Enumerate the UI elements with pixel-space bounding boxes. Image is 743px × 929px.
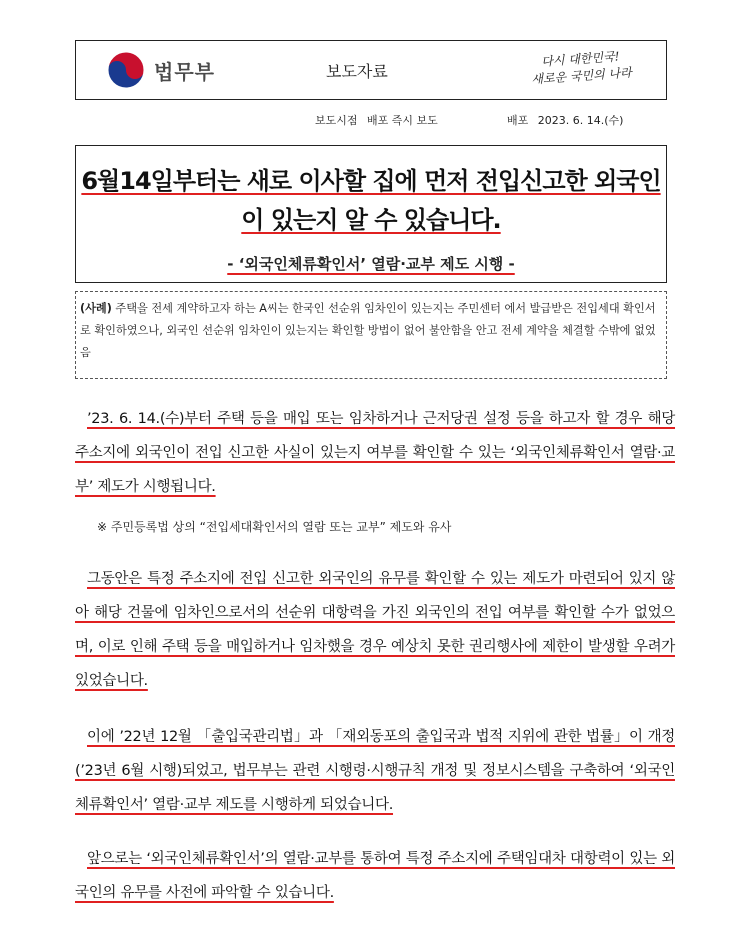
- header-box: [75, 40, 667, 100]
- subtitle-text: - ‘외국인체류확인서’ 열람·교부 제도 시행 -: [227, 255, 515, 273]
- body-paragraph-3: [75, 720, 675, 822]
- body-paragraph-2-text: 그동안은 특정 주소지에 전입 신고한 외국인의 유무를 확인할 수 있는 제도가 마련되어 있지 않아 해당 건물에 임차인으로서의 선순위 대항력을 가진 외국인의 전입 여부를 확인할 수가 없었으며, 이로 인해 주택 등을 매입하거나 임차했을 경우 예상치 못한 권리행사에 제한이 발생할 우려가 있었습니다.: [75, 571, 675, 689]
- title-line1-text: 6월14일부터는 새로 이사할 집에 먼저 전입신고한 외국인: [81, 167, 661, 195]
- body-paragraph-1: [75, 402, 675, 504]
- body-paragraph-4-text: 앞으로는 ‘외국인체류확인서’의 열람·교부를 통하여 특정 주소지에 주택임대차 대항력이 있는 외국인의 유무를 사전에 파악할 수 있습니다.: [75, 851, 675, 901]
- release-date-label: 배포: [507, 114, 529, 127]
- case-example-box: [75, 291, 667, 379]
- release-date: [507, 112, 629, 128]
- subtitle: [76, 253, 666, 274]
- title-line2: [76, 200, 666, 235]
- release-date-value: 2023. 6. 14.(수): [537, 114, 624, 127]
- slogan-line1: 다시 대한민국!: [540, 49, 620, 69]
- slogan-line2: 새로운 국민의 나라: [531, 65, 633, 87]
- release-time-label: 보도시점: [315, 114, 358, 127]
- body-paragraph-1-text: ’23. 6. 14.(수)부터 주택 등을 매입 또는 임차하거나 근저당권 설정 등을 하고자 할 경우 해당 주소지에 외국인이 전입 신고한 사실이 있는지 여부를 확인할 수 있는 ‘외국인체류확인서 열람·교부’ 제도가 시행됩니다.: [75, 411, 675, 495]
- case-label: (사례): [80, 302, 112, 315]
- release-time-value: 배포 즉시 보도: [367, 114, 438, 127]
- slogan: [510, 46, 652, 90]
- reference-note: ※ 주민등록법 상의 “전입세대확인서의 열람 또는 교부” 제도와 유사: [97, 520, 452, 534]
- body-paragraph-4: [75, 842, 675, 910]
- title-line1: [76, 161, 666, 196]
- body-paragraph-3-text: 이에 ’22년 12월 「출입국관리법」과 「재외동포의 출입국과 법적 지위에 관한 법률」이 개정(’23년 6월 시행)되었고, 법무부는 관련 시행령·시행규칙 개정 및 정보시스템을 구축하여 ‘외국인체류확인서’ 열람·교부 제도를 시행하게 되었습니다.: [75, 729, 675, 813]
- doc-type-label: 보도자료: [326, 62, 388, 81]
- body-paragraph-2: [75, 562, 675, 698]
- title-box: [75, 145, 667, 283]
- title-line2-text: 이 있는지 알 수 있습니다.: [241, 206, 501, 234]
- case-text: 주택을 전세 계약하고자 하는 A씨는 한국인 선순위 임차인이 있는지는 주민센터 에서 발급받은 전입세대 확인서로 확인하였으나, 외국인 선순위 임차인이 있는지는 확인할 방법이 없어 불안함을 안고 전세 계약을 체결할 수밖에 없었음: [80, 302, 656, 359]
- org-name: 법무부: [154, 60, 215, 84]
- taegeuk-logo-icon: [106, 50, 146, 90]
- release-time: [315, 112, 444, 128]
